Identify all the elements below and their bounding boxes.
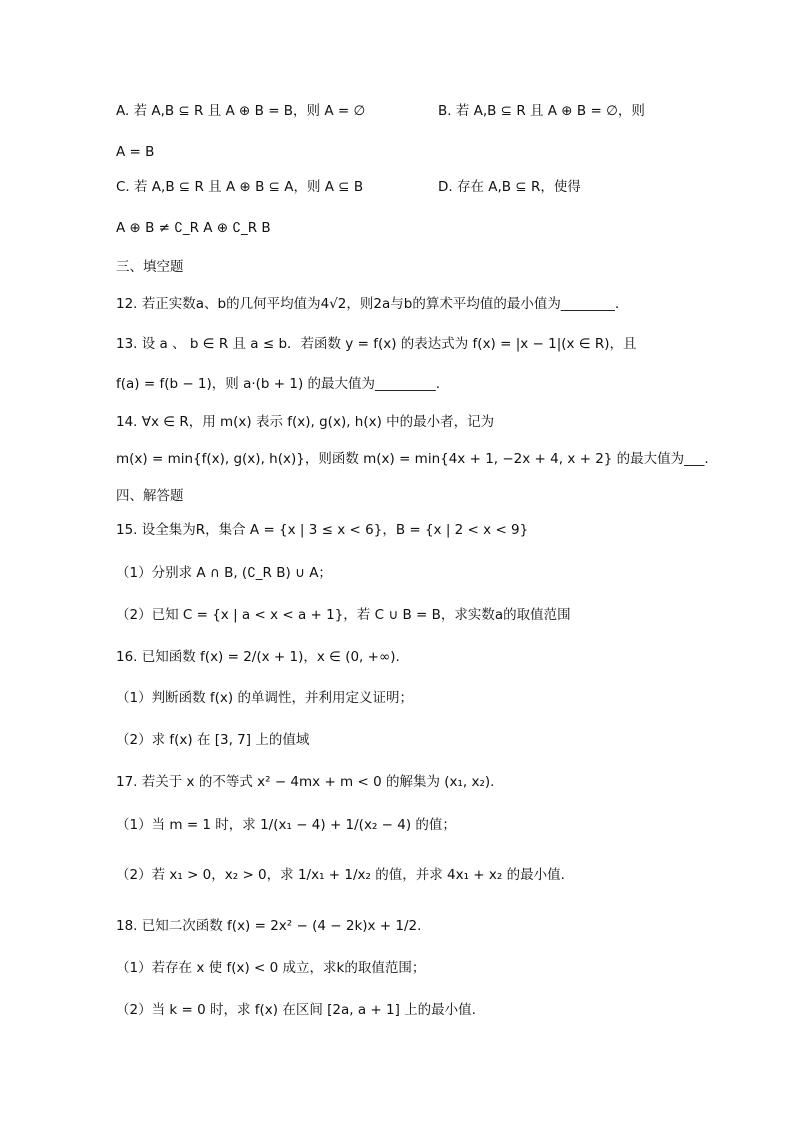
- question-17-part1: （1）当 m = 1 时，求 1/(x₁ − 4) + 1/(x₂ − 4) 的值；: [116, 817, 456, 833]
- question-12: 12. 若正实数a、b的几何平均值为4√2，则2a与b的算术平均值的最小值为________.: [116, 296, 620, 312]
- question-13-line1: 13. 设 a 、 b ∈ R 且 a ≤ b．若函数 y = f(x) 的表达式为 f(x) = |x − 1|(x ∈ R)，且: [116, 336, 637, 352]
- question-15-part1: （1）分别求 A ∩ B, (∁_R B) ∪ A；: [116, 565, 332, 581]
- question-18-part1: （1）若存在 x 使 f(x) < 0 成立，求k的取值范围；: [116, 960, 426, 976]
- question-13-line2: f(a) = f(b − 1)，则 a·(b + 1) 的最大值为_________.: [116, 376, 441, 392]
- option-a: A. 若 A,B ⊆ R 且 A ⊕ B = B，则 A = ∅: [116, 103, 366, 119]
- section-solve-heading: 四、解答题: [116, 488, 184, 504]
- question-16-part2: （2）求 f(x) 在 [3, 7] 上的值域: [116, 732, 310, 748]
- question-14-line1: 14. ∀x ∈ R，用 m(x) 表示 f(x), g(x), h(x) 中的最小者，记为: [116, 414, 495, 430]
- option-b-continuation: A = B: [116, 144, 155, 160]
- question-15: 15. 设全集为R，集合 A = {x | 3 ≤ x < 6}，B = {x | 2 < x < 9}: [116, 522, 529, 538]
- option-d-continuation: A ⊕ B ≠ ∁_R A ⊕ ∁_R B: [116, 220, 271, 236]
- question-16-part1: （1）判断函数 f(x) 的单调性，并利用定义证明；: [116, 690, 413, 706]
- option-b: B. 若 A,B ⊆ R 且 A ⊕ B = ∅，则: [438, 103, 645, 119]
- question-18: 18. 已知二次函数 f(x) = 2x² − (4 − 2k)x + 1/2.: [116, 918, 422, 934]
- option-d: D. 存在 A,B ⊆ R，使得: [438, 179, 581, 195]
- option-c: C. 若 A,B ⊆ R 且 A ⊕ B ⊆ A，则 A ⊆ B: [116, 179, 364, 195]
- question-15-part2: （2）已知 C = {x | a < x < a + 1}，若 C ∪ B = B，求实数a的取值范围: [116, 607, 571, 623]
- question-17-part2: （2）若 x₁ > 0，x₂ > 0，求 1/x₁ + 1/x₂ 的值，并求 4x₁ + x₂ 的最小值.: [116, 867, 565, 883]
- question-18-part2: （2）当 k = 0 时，求 f(x) 在区间 [2a, a + 1] 上的最小值.: [116, 1002, 476, 1018]
- question-16: 16. 已知函数 f(x) = 2/(x + 1)，x ∈ (0, +∞).: [116, 649, 400, 665]
- question-14-line2: m(x) = min{f(x), g(x), h(x)}，则函数 m(x) = min{4x + 1, −2x + 4, x + 2} 的最大值为___.: [116, 451, 709, 467]
- section-fill-in-heading: 三、填空题: [116, 259, 184, 275]
- question-17: 17. 若关于 x 的不等式 x² − 4mx + m < 0 的解集为 (x₁, x₂).: [116, 774, 495, 790]
